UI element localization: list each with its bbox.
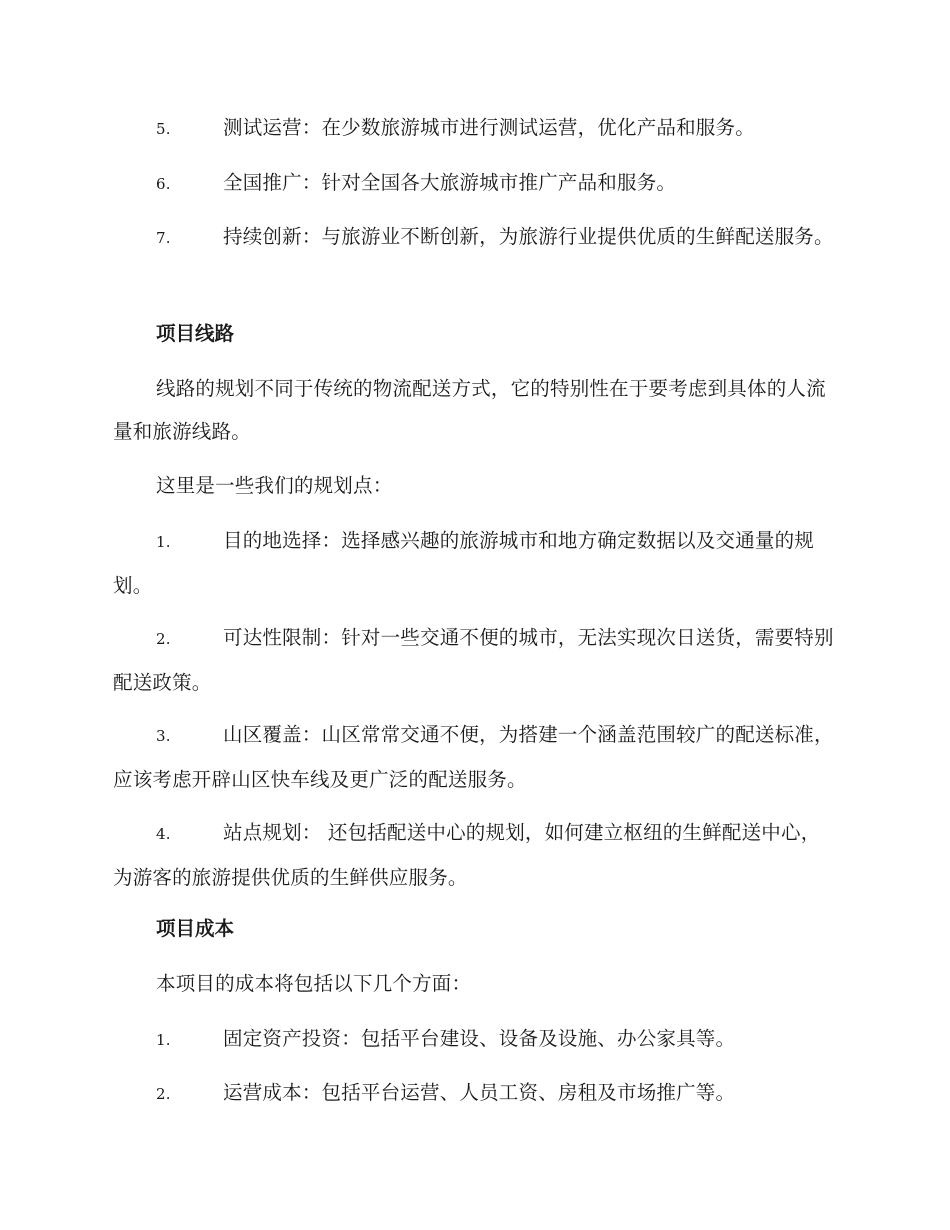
section-heading-route: 项目线路 xyxy=(156,322,235,345)
paragraph: 这里是一些我们的规划点： xyxy=(156,474,393,497)
list-item xyxy=(113,161,838,206)
list-number: 4. xyxy=(156,825,171,843)
list-number: 6. xyxy=(156,175,171,193)
list-text: 测试运营：在少数旅游城市进行测试运营，优化产品和服务。 xyxy=(223,116,755,139)
list-number: 1. xyxy=(156,1031,171,1049)
list-number: 3. xyxy=(156,727,171,745)
list-number: 1. xyxy=(156,533,171,551)
list-number: 2. xyxy=(156,630,171,648)
section-heading-cost: 项目成本 xyxy=(156,917,235,940)
list-text: 可达性限制：针对一些交通不便的城市，无法实现次日送货，需要特别配送政策。 xyxy=(113,626,834,694)
list-text: 持续创新：与旅游业不断创新，为旅游行业提供优质的生鲜配送服务。 xyxy=(223,225,834,248)
list-text: 运营成本：包括平台运营、人员工资、房租及市场推广等。 xyxy=(223,1081,736,1104)
list-text: 固定资产投资：包括平台建设、设备及设施、办公家具等。 xyxy=(223,1027,736,1050)
list-item xyxy=(113,811,838,899)
list-item xyxy=(113,106,838,151)
list-item xyxy=(113,1071,838,1116)
list-item xyxy=(113,713,838,801)
list-item xyxy=(113,1017,838,1062)
paragraph: 线路的规划不同于传统的物流配送方式，它的特别性在于要考虑到具体的人流量和旅游线路。 xyxy=(113,377,826,443)
paragraph: 本项目的成本将包括以下几个方面： xyxy=(156,972,472,995)
list-number: 2. xyxy=(156,1085,171,1103)
list-text: 目的地选择：选择感兴趣的旅游城市和地方确定数据以及交通量的规划。 xyxy=(113,529,815,597)
list-text: 全国推广：针对全国各大旅游城市推广产品和服务。 xyxy=(223,171,677,194)
list-item xyxy=(113,616,838,704)
list-text: 站点规划： 还包括配送中心的规划，如何建立枢纽的生鲜配送中心，为游客的旅游提供优质的生鲜供应服务。 xyxy=(113,821,821,889)
list-number: 5. xyxy=(156,120,171,138)
list-number: 7. xyxy=(156,229,171,247)
list-text: 山区覆盖：山区常常交通不便，为搭建一个涵盖范围较广的配送标准，应该考虑开辟山区快车线及更广泛的配送服务。 xyxy=(113,723,834,791)
list-item xyxy=(113,519,838,607)
list-item xyxy=(113,215,838,260)
